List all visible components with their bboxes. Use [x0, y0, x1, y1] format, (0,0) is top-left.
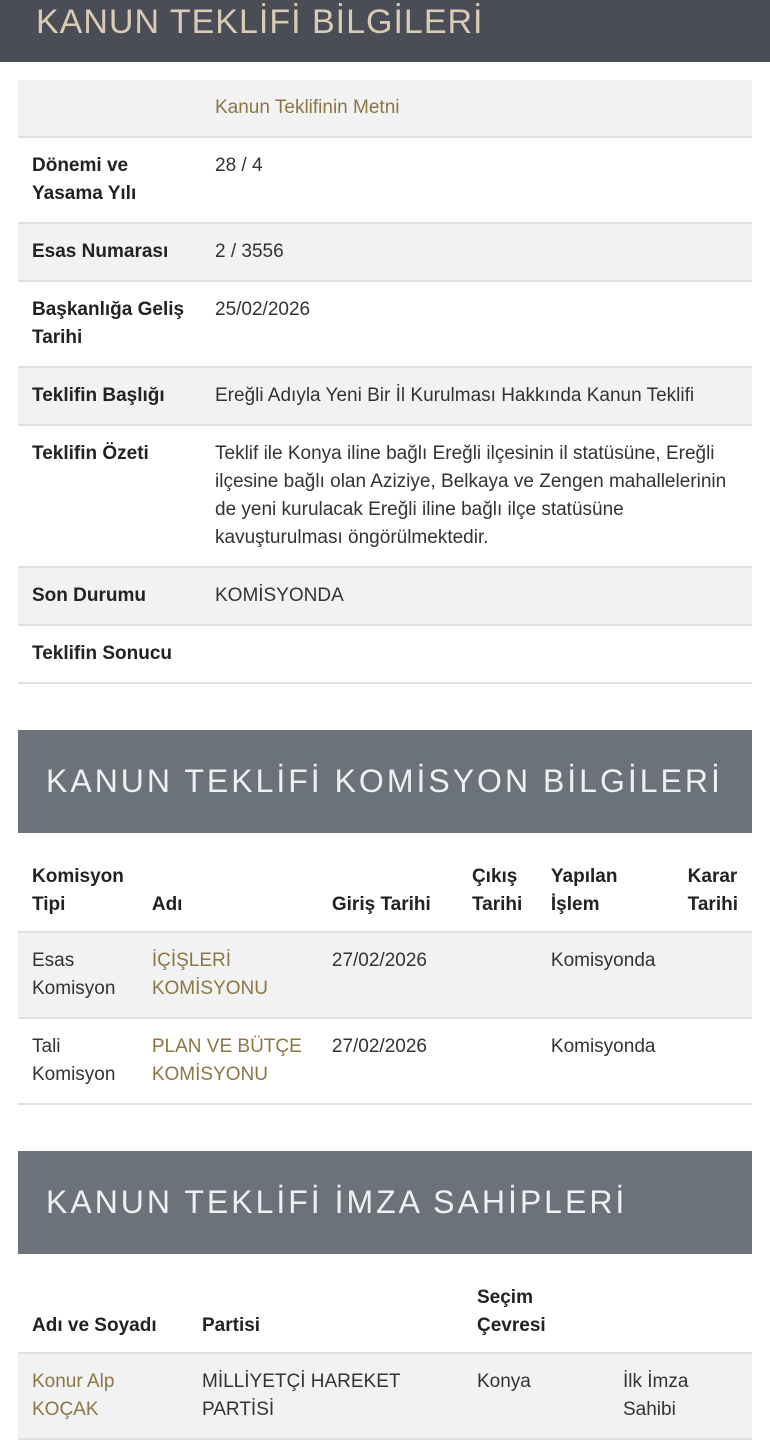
col-header: Giriş Tarihi [318, 853, 458, 932]
table-row [18, 625, 752, 683]
table-row [18, 1353, 752, 1439]
table-row [18, 367, 752, 425]
row-value: Ereğli Adıyla Yeni Bir İl Kurulması Hakkında Kanun Teklifi [201, 367, 752, 425]
row-label: Esas Numarası [18, 223, 201, 281]
col-header: Partisi [188, 1274, 463, 1353]
row-value [201, 625, 752, 683]
row-label: Başkanlığa Geliş Tarihi [18, 281, 201, 367]
exit-date [458, 932, 537, 1018]
exit-date [458, 1018, 537, 1104]
entry-date: 27/02/2026 [318, 1018, 458, 1104]
page-title: KANUN TEKLİFİ BİLGİLERİ [36, 3, 484, 41]
bill-text-link[interactable]: Kanun Teklifinin Metni [215, 97, 400, 118]
row-label: Teklifin Özeti [18, 425, 201, 567]
row-value: Teklif ile Konya iline bağlı Ereğli ilçesinin il statüsüne, Ereğli ilçesine bağlı olan Aziziye, Belkaya ve Zengen mahallelerinin de yeni kurulacak Ereğli iline bağlı ilçe statüsüne kavuşturulması öngörülmektedir. [201, 425, 752, 567]
table-row [18, 425, 752, 567]
signer-name-link[interactable]: Konur Alp KOÇAK [32, 1371, 115, 1420]
col-header: Seçim Çevresi [463, 1274, 609, 1353]
col-header [609, 1274, 752, 1353]
signers-section-header: KANUN TEKLİFİ İMZA SAHİPLERİ [18, 1151, 752, 1254]
signer-party: MİLLİYETÇİ HAREKET PARTİSİ [188, 1353, 463, 1439]
decision-date [674, 1018, 752, 1104]
table-header-row [18, 853, 752, 932]
entry-date: 27/02/2026 [318, 932, 458, 1018]
row-label: Teklifin Sonucu [18, 625, 201, 683]
commission-type: Tali Komisyon [18, 1018, 138, 1104]
signer-role: İlk İmza Sahibi [609, 1353, 752, 1439]
signers-table [18, 1274, 752, 1440]
col-header: Karar Tarihi [674, 853, 752, 932]
row-label: Dönemi ve Yasama Yılı [18, 137, 201, 223]
table-row [18, 567, 752, 625]
row-value: KOMİSYONDA [201, 567, 752, 625]
commission-name-link[interactable]: İÇİŞLERİ KOMİSYONU [151, 950, 268, 999]
col-header: Komisyon Tipi [18, 853, 138, 932]
decision-date [674, 932, 752, 1018]
table-row [18, 137, 752, 223]
col-header: Adı ve Soyadı [18, 1274, 188, 1353]
commission-name-link[interactable]: PLAN VE BÜTÇE KOMİSYONU [151, 1036, 302, 1085]
signer-district: Konya [463, 1353, 609, 1439]
row-value: 25/02/2026 [201, 281, 752, 367]
row-value: 2 / 3556 [201, 223, 752, 281]
table-row [18, 281, 752, 367]
table-row [18, 932, 752, 1018]
table-header-row [18, 1274, 752, 1353]
col-header: Yapılan İşlem [537, 853, 674, 932]
action: Komisyonda [537, 1018, 674, 1104]
col-header: Çıkış Tarihi [458, 853, 537, 932]
table-row [18, 1018, 752, 1104]
page-header [0, 0, 770, 62]
table-row [18, 80, 752, 137]
commission-section-header: KANUN TEKLİFİ KOMİSYON BİLGİLERİ [18, 730, 752, 833]
commission-table [18, 853, 752, 1105]
commission-type: Esas Komisyon [18, 932, 138, 1018]
row-value: 28 / 4 [201, 137, 752, 223]
row-label: Teklifin Başlığı [18, 367, 201, 425]
row-label: Son Durumu [18, 567, 201, 625]
action: Komisyonda [537, 932, 674, 1018]
bill-info-table [18, 80, 752, 684]
table-row [18, 223, 752, 281]
col-header: Adı [138, 853, 318, 932]
